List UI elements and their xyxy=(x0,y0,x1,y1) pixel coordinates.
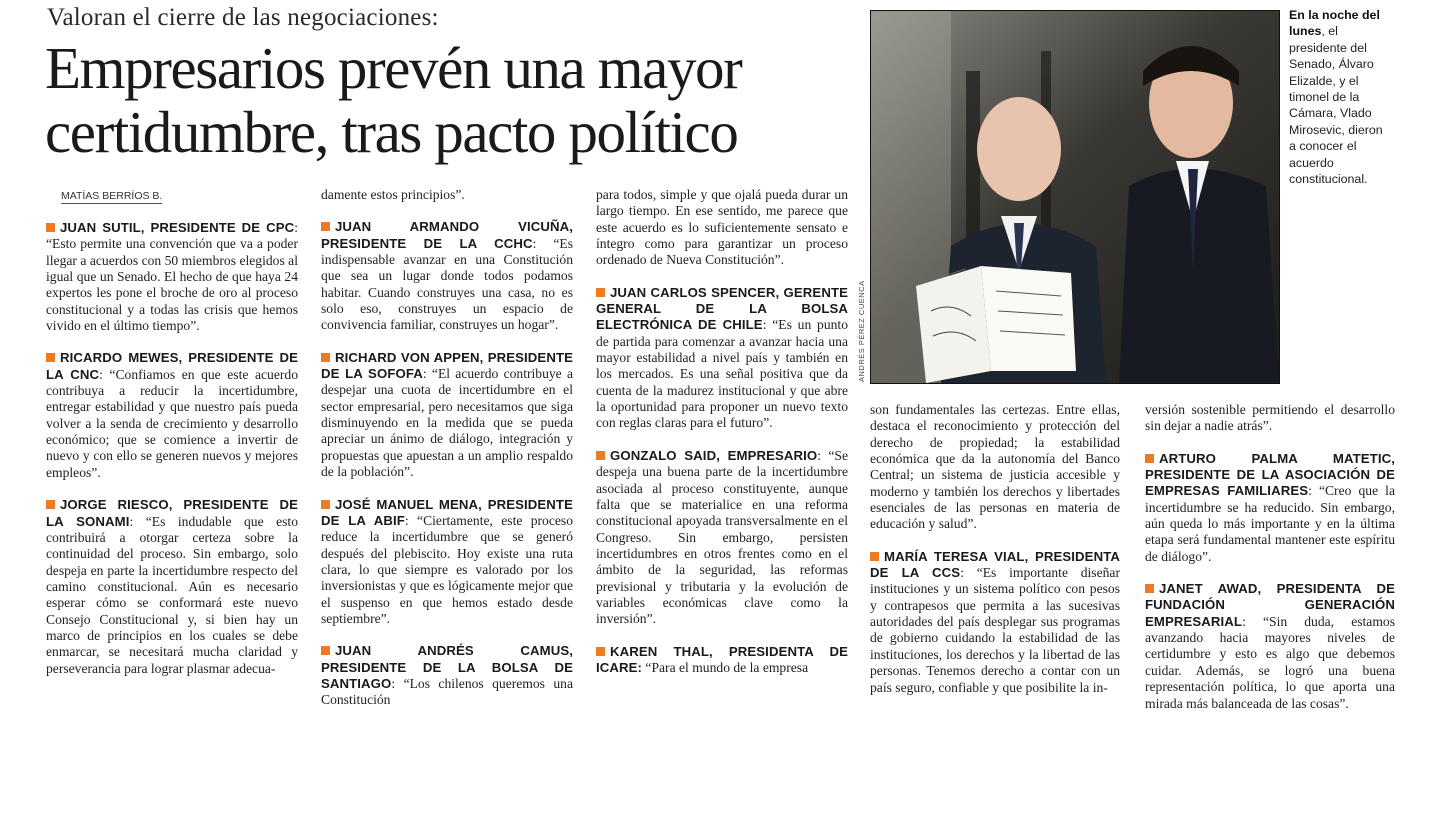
quote-text: : “Sin duda, estamos avanzando hacia mayores niveles de certidumbre y esto es algo que debemos cuidar. Además, se logró una buena representación política, lo que aporta una mirada más balanceada de las cosas”. xyxy=(1145,613,1395,711)
quote-paragraph xyxy=(46,497,298,677)
article-column-1 xyxy=(46,220,298,693)
article-column-5 xyxy=(1145,402,1395,728)
quote-text: : “Se despeja una buena parte de la incertidumbre asociada al proceso constituyente, aunque falta que se materialice en una reforma constitucional apoyada transversalmente en el Congreso. Sin embargo, persisten incertidumbres en otros frentes como en el ámbito de la seguridad, las reformas previsional y tributaria y la evolución de variables económicas clave como la inversión”. xyxy=(596,447,848,627)
article-column-3 xyxy=(596,187,848,692)
continued-text: versión sostenible permitiendo el desarrollo sin dejar a nadie atrás”. xyxy=(1145,402,1395,434)
speaker-name: KAREN THAL, PRESIDENTA DE ICARE: xyxy=(596,643,848,675)
continued-text: son fundamentales las certezas. Entre ellas, destaca el reconocimiento y protección del derecho de propiedad; la estabilidad económica que da la autonomía del Banco Central; un sistema de justicia accesible y moderno y también los derechos y libertades esenciales de las personas en materia de educación y salud”. xyxy=(870,402,1120,532)
quote-paragraph xyxy=(596,644,848,677)
bullet-square-icon xyxy=(321,222,330,231)
speaker-name: RICHARD VON APPEN, PRESIDENTE DE LA SOFOFA xyxy=(321,349,573,382)
continued-text: para todos, simple y que ojalá pueda durar un largo tiempo. En ese sentido, me parece que este acuerdo es lo suficientemente sensato e íntegro como para garantizar un proceso ordenado de Nueva Constitución”. xyxy=(596,187,848,268)
speaker-name: ARTURO PALMA MATETIC, PRESIDENTE DE LA ASOCIACIÓN DE EMPRESAS FAMILIARES xyxy=(1145,450,1395,499)
quote-paragraph xyxy=(321,643,573,708)
bullet-square-icon xyxy=(1145,454,1154,463)
speaker-name: JOSÉ MANUEL MENA, PRESIDENTE DE LA ABIF xyxy=(321,496,573,528)
quote-text: : “Creo que la incertidumbre se ha reducido. Sin embargo, aún queda lo más importante y en la última etapa será fundamental mantener este espíritu de diálogo”. xyxy=(1145,483,1395,564)
quote-paragraph xyxy=(1145,451,1395,565)
bullet-square-icon xyxy=(596,288,605,297)
quote-text: : “Es indudable que esto contribuirá a otorgar certeza sobre la continuidad del proceso. Sin embargo, solo despeja en parte la incertidumbre respecto del camino constitucional. Aún es necesario esperar cómo se conformará este nuevo Consejo Constitucional y, si bien hay un marco de principios en los cuales se debe enmarcar, se necesitará mucha claridad y perseverancia para lograr plasmar adecua- xyxy=(46,513,298,676)
quote-paragraph xyxy=(321,350,573,481)
bullet-square-icon xyxy=(321,353,330,362)
quote-text: : “Los chilenos queremos una Constitución xyxy=(321,675,573,708)
quote-paragraph xyxy=(321,219,573,333)
photo-illustration xyxy=(871,11,1279,383)
speaker-name: JUAN ARMANDO VICUÑA, PRESIDENTE DE LA CCHC xyxy=(321,219,573,251)
article-column-4 xyxy=(870,402,1120,712)
bullet-square-icon xyxy=(321,646,330,655)
speaker-name: JANET AWAD, PRESIDENTA DE FUNDACIÓN GENERACIÓN EMPRESARIAL xyxy=(1145,581,1395,629)
article-headline: Empresarios prevén una mayor certidumbre, tras pacto político xyxy=(45,35,742,165)
speaker-name: MARÍA TERESA VIAL, PRESIDENTA DE LA CCS xyxy=(870,548,1120,581)
quote-paragraph xyxy=(596,285,848,432)
bullet-square-icon xyxy=(46,353,55,362)
bullet-square-icon xyxy=(1145,584,1154,593)
speaker-name: JORGE RIESCO, PRESIDENTE DE LA SONAMI xyxy=(46,497,298,529)
caption-text: , el presidente del Senado, Álvaro Elizalde, y el timonel de la Cámara, Vlado Mirosevic, dieron a conocer el acuerdo constitucional. xyxy=(1289,24,1383,187)
speaker-name: JUAN CARLOS SPENCER, GERENTE GENERAL DE LA BOLSA ELECTRÓNICA DE CHILE xyxy=(596,284,848,333)
quote-text: : “Es un punto de partida para comenzar a avanzar hacia una mayor estabilidad a nivel país y también en los mercados. Es una señal positiva que da cuenta de la madurez institucional y que abre la oportunidad para proponer un nuevo texto con reglas claras para el futuro”. xyxy=(596,317,848,431)
quote-text: : “Es indispensable avanzar en una Constitución que sea un lugar donde todos podamos habitar. Cuando construyes una casa, no es solo eso, construyes un espacio de convivencia familiar, construyes un hogar”. xyxy=(321,235,573,333)
speaker-name: JUAN SUTIL, PRESIDENTE DE CPC xyxy=(60,220,295,235)
bullet-square-icon xyxy=(321,500,330,509)
quote-paragraph xyxy=(870,549,1120,696)
article-photo xyxy=(870,10,1280,384)
quote-text: : “El acuerdo contribuye a despejar una cuota de incertidumbre en el sector empresarial, pero necesitamos que siga disminuyendo en la medida que se pueda apreciar un ánimo de diálogo, integración y propuestas que apuestan a un amplio respaldo de la población”. xyxy=(321,366,574,480)
quote-paragraph xyxy=(46,350,298,481)
quote-paragraph xyxy=(321,497,573,628)
article-column-2 xyxy=(321,187,573,725)
bullet-square-icon xyxy=(46,223,55,232)
bullet-square-icon xyxy=(46,500,55,509)
quote-paragraph xyxy=(1145,581,1395,712)
bullet-square-icon xyxy=(870,552,879,561)
quote-text: : “Confiamos en que este acuerdo contribuya a reducir la incertidumbre, entregar estabilidad y que nuestro país pueda volver a la senda de crecimiento y desarrollo económico; que se comience a invertir de nuevo y con ello se generen nuevos y mejores empleos”. xyxy=(46,366,298,480)
quote-paragraph xyxy=(596,448,848,628)
article-byline: MATÍAS BERRÍOS B. xyxy=(61,190,163,202)
bullet-square-icon xyxy=(596,647,605,656)
photo-credit: ANDRÉS PÉREZ CUENCA xyxy=(857,280,866,382)
quote-text: : “Es importante diseñar instituciones y un sistema político con pesos y contrapesos que permita a las sucesivas autoridades del país desplegar sus programas de gobierno cuidando la estabilidad de las instituciones, los derechos y la libertad de las personas. Tenemos derecho a contar con un país seguro, confiable y que posibilite la in- xyxy=(870,565,1120,695)
bullet-square-icon xyxy=(596,451,605,460)
caption-lead: En la noche del lunes xyxy=(1289,8,1380,39)
quote-text: : “Esto permite una convención que va a poder llegar a acuerdos con 50 miembros elegidos al igual que un Senado. El hecho de que haya 24 expertos les pone el broche de oro al proceso constitucional y a todas las crisis que hemos vivido en el último tiempo”. xyxy=(46,220,298,334)
speaker-name: RICARDO MEWES, PRESIDENTE DE LA CNC xyxy=(46,350,298,382)
photo-caption xyxy=(1289,7,1389,187)
continued-text: damente estos principios”. xyxy=(321,187,465,202)
article-kicker: Valoran el cierre de las negociaciones: xyxy=(47,4,439,31)
quote-paragraph xyxy=(46,220,298,334)
speaker-name: JUAN ANDRÉS CAMUS, PRESIDENTE DE LA BOLSA DE SANTIAGO xyxy=(321,643,573,691)
speaker-name: GONZALO SAID, EMPRESARIO xyxy=(610,447,818,463)
quote-text: “Para el mundo de la empresa xyxy=(642,659,809,675)
quote-text: : “Ciertamente, este proceso reduce la incertidumbre que se generó después del plebiscito. Hoy existe una ruta clara, lo que siempre es valorado por los inversionistas y que es lógicamente mejor que el suspenso en que hemos estado desde septiembre”. xyxy=(321,512,574,626)
